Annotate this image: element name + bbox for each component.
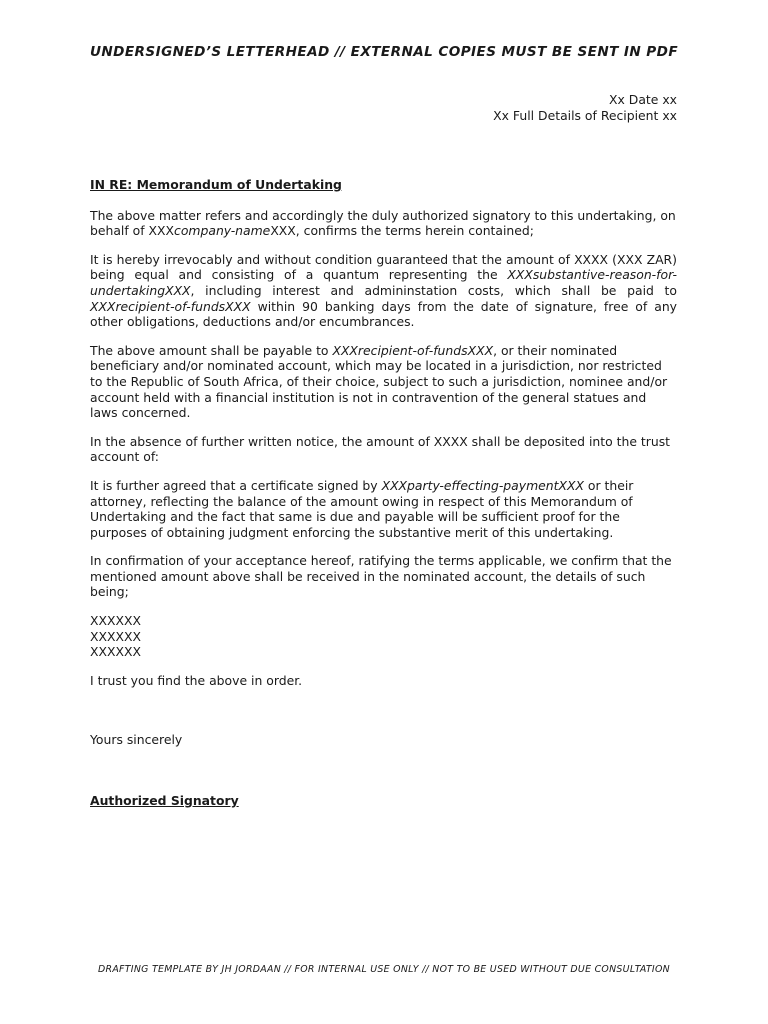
letter-body: [90, 177, 677, 809]
signatory-label: Authorized Signatory: [90, 793, 239, 809]
footer-note: DRAFTING TEMPLATE BY JH JORDAAN // FOR INTERNAL USE ONLY // NOT TO BE USED WITHOUT DUE CONSULTATION: [97, 964, 670, 975]
account-details: [90, 613, 677, 660]
account-line: XXXXXX: [90, 644, 141, 660]
paragraph-certificate-text-b: or their attorney, reflecting the balance of the amount owing in respect of this Memorandum of Undertaking and the fact that same is due and payable will be sufficient proof for the purposes of obtaining judgment enforcing the substantive merit of this undertaking.: [90, 477, 634, 540]
paragraph-intro-text-b: XXX, confirms the terms herein contained;: [270, 223, 534, 239]
paragraph-intro-text-a: The above matter refers and accordingly the duly authorized signatory to this undertaking, on behalf of XXX: [90, 207, 676, 239]
date-line: Xx Date xx: [609, 92, 677, 107]
header-block: [493, 92, 677, 124]
recipient-placeholder: XXXrecipient-of-fundsXXX: [90, 298, 251, 314]
paragraph-guarantee-text-a: It is hereby irrevocably and without condition guaranteed that the amount of XXXX (XXX ZAR) being equal and consisting of a quantum representing the: [90, 251, 677, 283]
account-line: XXXXXX: [90, 613, 141, 629]
paragraph-guarantee-text-b: , including interest and admininstation costs, which shall be paid to: [190, 282, 677, 298]
paragraph-certificate: [90, 478, 677, 540]
paragraph-certificate-text-a: It is further agreed that a certificate signed by: [90, 477, 382, 493]
letterhead-title: UNDERSIGNED’S LETTERHEAD // EXTERNAL COPIES MUST BE SENT IN PDF: [89, 44, 679, 60]
recipient-placeholder: XXXrecipient-of-fundsXXX: [332, 342, 494, 358]
paragraph-payable-text-a: The above amount shall be payable to: [90, 342, 333, 358]
trust-line: I trust you find the above in order.: [90, 672, 303, 688]
paragraph-confirmation: In confirmation of your acceptance hereof, ratifying the terms applicable, we confirm that the mentioned amount above shall be received in the nominated account, the details of such being;: [90, 553, 672, 600]
account-line: XXXXXX: [90, 628, 141, 644]
paragraph-guarantee-text-c: within 90 banking days from the date of signature, free of any other obligations, deductions and/or encumbrances.: [90, 298, 677, 330]
paragraph-deposit: In the absence of further written notice, the amount of XXXX shall be deposited into the trust account of:: [90, 433, 671, 465]
recipient-line: Xx Full Details of Recipient xx: [493, 108, 677, 123]
paragraph-payable: [90, 343, 677, 421]
paragraph-guarantee: [90, 252, 677, 330]
reason-placeholder: XXXsubstantive-reason-for-undertakingXXX: [90, 267, 677, 298]
party-placeholder: XXXparty-effecting-paymentXXX: [381, 477, 584, 493]
subject-line: IN RE: Memorandum of Undertaking: [90, 177, 342, 192]
paragraph-payable-text-b: , or their nominated beneficiary and/or nominated account, which may be located in a jurisdiction, nor restricted to the Republic of South Africa, of their choice, subject to such a jurisdiction, nominee and/or account held with a financial institution is not in contravention of the general statues and laws concerned.: [90, 342, 668, 421]
closing-line: Yours sincerely: [90, 732, 183, 748]
paragraph-intro: [90, 208, 677, 239]
company-name-placeholder: company-name: [174, 223, 271, 239]
